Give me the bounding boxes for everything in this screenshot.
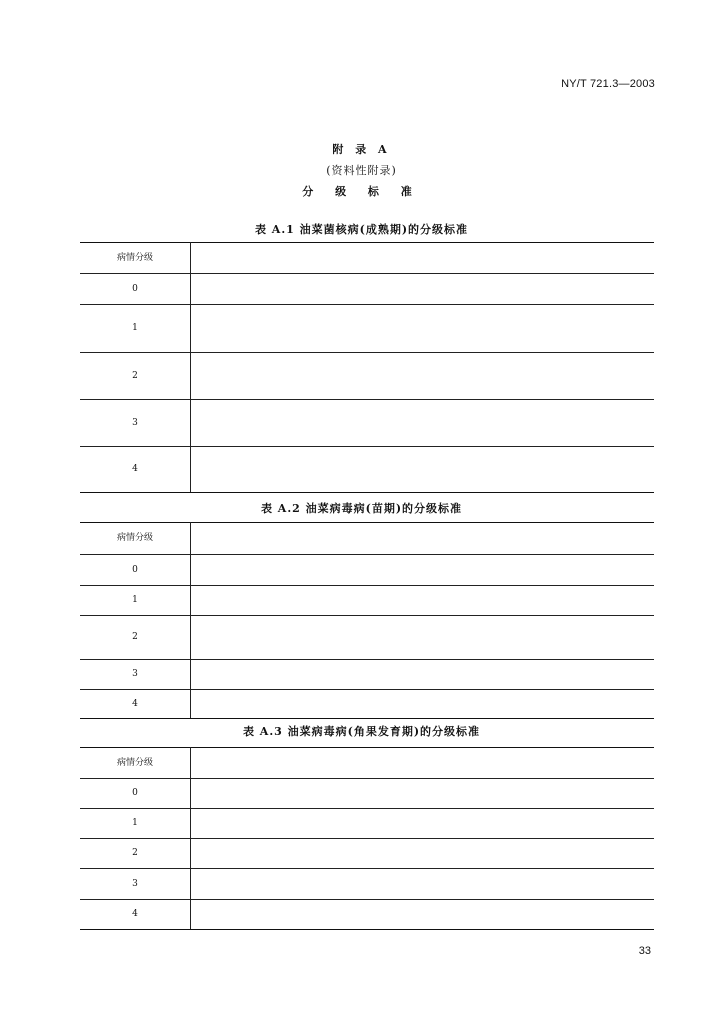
grade-cell: 2	[80, 353, 191, 400]
table-row	[80, 274, 654, 305]
table-row	[80, 809, 654, 839]
grade-cell: 3	[80, 869, 191, 900]
col-symptom-header	[191, 243, 655, 274]
grade-cell: 1	[80, 809, 191, 839]
annex-title: 分 级 标 准	[302, 185, 421, 198]
table-a3-title: 表 A.3 油菜病毒病(角果发育期)的分级标准	[242, 725, 481, 738]
table-row	[80, 660, 654, 690]
table-row	[80, 555, 654, 586]
standard-code: NY/T 721.3—2003	[561, 78, 655, 90]
symptom-cell	[191, 660, 655, 690]
symptom-cell	[191, 900, 655, 930]
grade-cell: 2	[80, 839, 191, 869]
table-a2	[80, 522, 654, 719]
symptom-cell	[191, 779, 655, 809]
grade-cell: 0	[80, 274, 191, 305]
table-row	[80, 305, 654, 353]
col-symptom-header	[191, 523, 655, 555]
col-grade-header: 病情分级	[80, 748, 191, 779]
page-number: 33	[638, 945, 651, 957]
grade-cell: 0	[80, 555, 191, 586]
symptom-cell	[191, 586, 655, 616]
grade-cell: 4	[80, 447, 191, 493]
col-grade-header: 病情分级	[80, 243, 191, 274]
col-symptom-header	[191, 748, 655, 779]
table-a1	[80, 242, 654, 493]
table-a2-title: 表 A.2 油菜病毒病(苗期)的分级标准	[260, 502, 463, 515]
table-row	[80, 779, 654, 809]
symptom-cell	[191, 809, 655, 839]
symptom-cell	[191, 447, 655, 493]
symptom-cell	[191, 690, 655, 719]
annex-label: 附 录 A	[332, 143, 391, 156]
annex-heading	[0, 139, 723, 202]
grade-cell: 1	[80, 305, 191, 353]
table-row	[80, 869, 654, 900]
symptom-cell	[191, 555, 655, 586]
table-header-row	[80, 523, 654, 555]
table-row	[80, 616, 654, 660]
table-row	[80, 400, 654, 447]
symptom-cell	[191, 353, 655, 400]
table-a1-title: 表 A.1 油菜菌核病(成熟期)的分级标准	[254, 223, 469, 236]
table-header-row	[80, 243, 654, 274]
annex-nature: (资料性附录)	[326, 164, 397, 177]
grade-cell: 2	[80, 616, 191, 660]
table-row	[80, 690, 654, 719]
col-grade-header: 病情分级	[80, 523, 191, 555]
table-header-row	[80, 748, 654, 779]
grade-cell: 4	[80, 690, 191, 719]
table-row	[80, 839, 654, 869]
grade-cell: 0	[80, 779, 191, 809]
grade-cell: 3	[80, 400, 191, 447]
symptom-cell	[191, 869, 655, 900]
symptom-cell	[191, 400, 655, 447]
symptom-cell	[191, 305, 655, 353]
table-a3	[80, 747, 654, 930]
symptom-cell	[191, 616, 655, 660]
table-row	[80, 586, 654, 616]
grade-cell: 1	[80, 586, 191, 616]
symptom-cell	[191, 839, 655, 869]
table-row	[80, 900, 654, 930]
grade-cell: 4	[80, 900, 191, 930]
grade-cell: 3	[80, 660, 191, 690]
table-row	[80, 353, 654, 400]
table-row	[80, 447, 654, 493]
symptom-cell	[191, 274, 655, 305]
